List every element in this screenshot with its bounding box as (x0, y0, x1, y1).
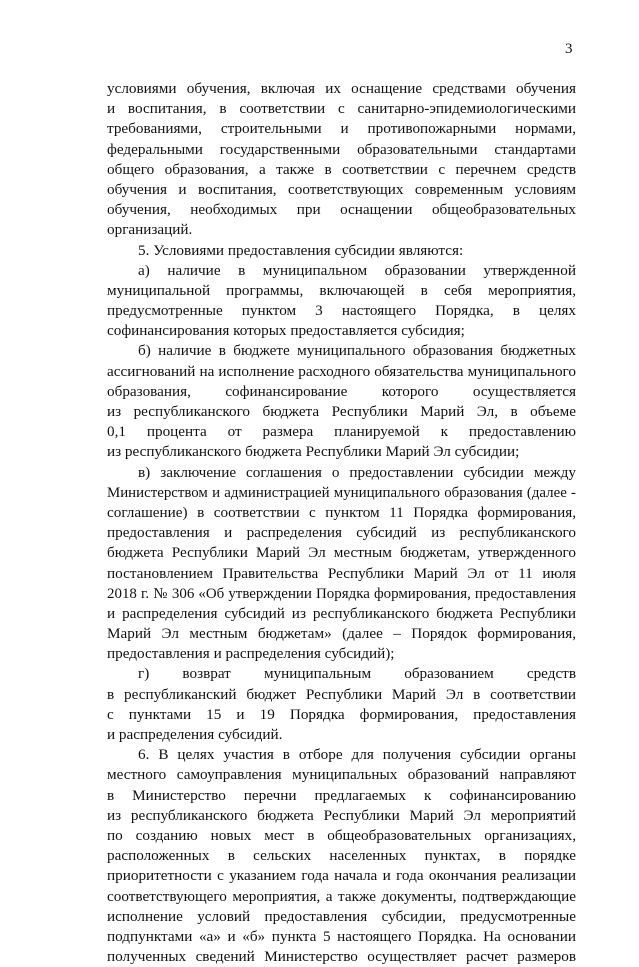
document-body (107, 79, 576, 967)
text-line: софинансирования которых предоставляется субсидия; (107, 322, 465, 340)
text-line: федеральными государственными образовательными стандартами (107, 140, 576, 158)
text-line: в) заключение соглашения о предоставлении субсидии между (138, 463, 576, 481)
text-line: организаций. (107, 221, 193, 239)
text-line: соглашение) в соответствии с пунктом 11 Порядка формирования, (107, 503, 576, 521)
text-line: по созданию новых мест в общеобразовательных организациях, (107, 826, 576, 844)
text-line: обучения и воспитания, соответствующих современным условиям (107, 180, 576, 198)
text-line: 5. Условиями предоставления субсидии являются: (138, 241, 464, 259)
text-line: обучения, необходимых при оснащении общеобразовательных (107, 201, 576, 219)
text-line: с пунктами 15 и 19 Порядка формирования, предоставления (107, 705, 576, 723)
text-line: соответствующего мероприятия, а также документы, подтверждающие (107, 887, 576, 905)
text-line: условиями обучения, включая их оснащение средствами обучения (107, 80, 576, 97)
text-line: предусмотренные пунктом 3 настоящего Порядка, в целях (107, 302, 576, 320)
text-line: и распределения субсидий. (107, 726, 283, 743)
text-line: 2018 г. № 306 «Об утверждении Порядка формирования, предоставления (107, 585, 576, 602)
text-line: бюджета Республики Марий Эл местным бюджетам, утвержденного (107, 544, 576, 562)
text-line: 6. В целях участия в отборе для получения субсидии органы (138, 746, 576, 764)
text-line: Министерством и администрацией муниципального образования (далее - (107, 484, 576, 501)
text-line: подпунктами «а» и «б» пункта 5 настоящего Порядка. На основании (107, 927, 576, 945)
text-line: расположенных в сельских населенных пунктах, в порядке (107, 847, 576, 865)
text-line: местного самоуправления муниципальных образований направляют (107, 766, 576, 784)
text-line: из республиканского бюджета Республики Марий Эл, в объеме (107, 403, 576, 420)
text-line: полученных сведений Министерство осуществляет расчет размеров (107, 948, 576, 966)
text-line: предоставления и распределения субсидий); (107, 645, 395, 663)
text-line: в Министерство перечни предлагаемых к софинансированию (107, 786, 576, 804)
text-line: б) наличие в бюджете муниципального образования бюджетных (138, 342, 576, 360)
text-line: предоставления и распределения субсидий из республиканского (107, 524, 576, 542)
text-line: приоритетности с указанием года начала и года окончания реализации (107, 867, 576, 885)
text-line: в республиканский бюджет Республики Марий Эл в соответствии (107, 685, 576, 703)
text-line: постановлением Правительства Республики Марий Эл от 11 июля (107, 564, 576, 582)
text-line: и воспитания, в соответствии с санитарно-эпидемиологическими (107, 100, 576, 118)
text-line: исполнение условий предоставления субсидии, предусмотренные (107, 907, 576, 925)
text-line: из республиканского бюджета Республики Марий Эл субсидии; (107, 443, 520, 461)
text-line: из республиканского бюджета Республики Марий Эл мероприятий (107, 806, 576, 824)
text-line: и распределения субсидий из республиканского бюджета Республики (107, 604, 576, 622)
text-line: образования, софинансирование которого осуществляется (107, 382, 576, 400)
text-line: муниципальной программы, включающей в себя мероприятия, (107, 281, 576, 299)
text-line: а) наличие в муниципальном образовании утвержденной (138, 261, 576, 279)
page-number: 3 (565, 41, 573, 57)
text-line: общего образования, а также в соответствии с перечнем средств (107, 160, 576, 178)
text-line: требованиями, строительными и противопожарными нормами, (107, 120, 576, 138)
text-line: г) возврат муниципальным образованием средств (138, 665, 576, 683)
text-line: 0,1 процента от размера планируемой к предоставлению (107, 423, 576, 441)
text-line: Марий Эл местным бюджетам» (далее – Порядок формирования, (107, 625, 576, 643)
text-line: ассигнований на исполнение расходного обязательства муниципального (107, 362, 576, 380)
